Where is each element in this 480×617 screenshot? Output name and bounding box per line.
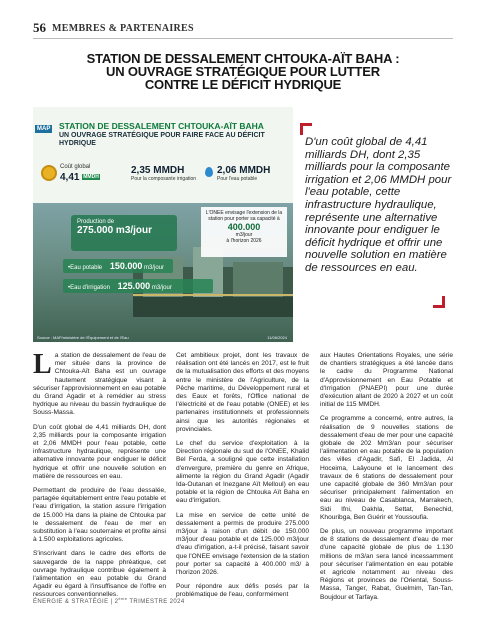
- infographic-subtitle: UN OUVRAGE STRATÉGIQUE POUR FAIRE FACE AU DÉFICIT HYDRIQUE: [59, 132, 265, 147]
- infographic-title: STATION DE DESSALEMENT CHTOUKA-AÏT BAHA: [59, 121, 264, 131]
- extension-value: 400.000: [227, 222, 261, 232]
- issue-number: 2: [114, 599, 119, 605]
- magazine-name: ÉNERGIE & STRATÉGIE: [33, 599, 109, 605]
- cost-value: [60, 172, 100, 183]
- paragraph: La station de dessalement de l'eau de mer située dans la province de Chtouka-Aït Baha est un ouvrage hautement stratégique visant à sécuriser l'approvisionnement en eau potable du Grand Agadir et à remédier au stress hydrique au niveau du bassin hydraulique de Souss-Massa.: [33, 349, 166, 417]
- quote-open-mark: [300, 123, 312, 135]
- potable-value: 150.000: [109, 261, 143, 271]
- title-line-2: UN OUVRAGE STRATÉGIQUE POUR LUTTER: [106, 64, 380, 79]
- paragraph: aux Hautes Orientations Royales, une série de chantiers stratégiques a été lancée dans le cadre du Programme National d'Approvisionnement en Eau Potable et d'Irrigation (PNAEPI) pour une durée d'exécution allant de 2020 à 2027 et un coût initial de 115 MMDH.: [320, 352, 453, 409]
- irrigation-line: [63, 279, 213, 293]
- paragraph: Ce programme a concerné, entre autres, la réalisation de 9 nouvelles stations de dessalement d'eau de mer pour une capacité globale de 202 Mm3/an pour sécuriser l'alimentation en eau potable de la population des villes d'Agadir, Safi, El Jadida, Al Hoceima, Laâyoune et le lancement des travaux de 6 stations de dessalement pour une capacité globale de 360 Mm3/an pour sécuriser principalement l'alimentation en eau au niveau de Casablanca, Marrakech, Sidi Ifni, Dakhla, Settat, Benechid, Khouribga, Ben Guérir et Youssoufia.: [320, 415, 453, 521]
- pull-quote: D'un coût global de 4,41 milliards DH, dont 2,35 milliards pour la composante irrigation et 2,06 MMDH pour l'eau potable, cette infrastructure hydraulique, représente une alternative innovante pour endiguer le déficit hydrique et offrir une nouvelle solution en matière de ressources en eau.: [305, 136, 452, 274]
- body-column-1: [33, 349, 166, 606]
- page-number: 56: [33, 20, 46, 35]
- article-title: [33, 52, 453, 91]
- paragraph: La mise en service de cette unité de dessalement a permis de produire 275.000 m3/jour à raison d'un débit de 150.000 m3/jour d'eau potable et de 125.000 m3/jour d'eau d'irrigation, a-t-il précisé, faisant savoir que l'ONEE envisage l'extension de la station pour porter sa capacité à 400.000 m3/ à l'horizon 2026.: [176, 511, 309, 577]
- potable-unit: m3/jour: [144, 265, 165, 271]
- infographic-date: 11/06/2024: [267, 335, 287, 340]
- quote-close-mark: [433, 296, 445, 308]
- body-column-3: [320, 352, 453, 608]
- water-drop-icon: [205, 167, 213, 177]
- paragraph: D'un coût global de 4,41 milliards DH, dont 2,35 milliards pour la composante irrigation et 2,06 MMDH pour l'eau potable, cette infrastructure hydraulique, représente une alternative innovante pour endiguer le déficit hydrique et offrir une nouvelle solution en matière de ressources en eau.: [33, 423, 166, 480]
- title-line-1: STATION DE DESSALEMENT CHTOUKA-AÏT BAHA :: [86, 51, 400, 66]
- extension-box: [201, 207, 287, 257]
- cost-label: Coût global: [60, 164, 91, 170]
- coin-icon: [41, 165, 57, 181]
- water-caption: Pour l'eau potable: [217, 176, 258, 182]
- irrigation-water-value: 125.000: [117, 281, 151, 291]
- cost-unit: MMDH: [83, 174, 99, 181]
- page-footer: [33, 596, 185, 605]
- irrigation-value: 2,35 MMDH: [131, 165, 185, 176]
- irrigation-water-unit: m3/jour: [151, 285, 172, 291]
- footer-separator: |: [110, 599, 113, 605]
- title-line-3: CONTRE LE DÉFICIT HYDRIQUE: [144, 77, 342, 92]
- potable-line: [63, 259, 173, 273]
- production-value: 275.000 m3/jour: [77, 225, 153, 236]
- body-column-2: [176, 352, 309, 606]
- water-value: 2,06 MMDH: [217, 165, 271, 176]
- paragraph: Cet ambitieux projet, dont les travaux de réalisation ont été lancés en 2017, est le fruit de la mutualisation des efforts et des moyens entre le ministère de l'Agriculture, de la Pêche maritime, du Développement rural et des Eaux et forêts, l'Office national de l'électricité et de l'eau potable (ONEE) et les partenaires institutionnels et professionnels ainsi que les autorités régionales et provinciales.: [176, 352, 309, 433]
- infographic: [33, 107, 293, 342]
- drop-cap: L: [33, 349, 52, 380]
- map-logo: MAP: [37, 126, 51, 132]
- section-name: MEMBRES & PARTENAIRES: [52, 22, 194, 34]
- paragraph: Permettant de produire de l'eau dessalée, partagée équitablement entre l'eau potable et l'eau d'irrigation, la station assure l'irrigation de 15.000 Ha dans la plaine de Chtouka par le dessalement de l'eau de mer en substitution à l'eau souterraine et profite ainsi à 1.500 exploitations agricoles.: [33, 487, 166, 544]
- potable-label: •Eau potable: [68, 265, 103, 271]
- irrigation-water-label: •Eau d'irrigation: [68, 285, 110, 291]
- irrigation-stat: [131, 165, 196, 182]
- extension-text: L'ONEE envisage l'extension de la station pour porter sa capacité à: [205, 210, 283, 222]
- paragraph: S'inscrivant dans le cadre des efforts de sauvegarde de la nappe phréatique, cet ouvrage hydraulique contribue également à l'alimentation en eau potable du Grand Agadir eu égard à l'insuffisance de l'offre en ressources conventionnelles.: [33, 550, 166, 599]
- water-stat: [217, 165, 270, 182]
- issue-suffix: ème: [118, 596, 128, 601]
- page-header: [33, 20, 453, 36]
- header-rule: [33, 38, 453, 39]
- extension-year: à l'horizon 2026: [226, 238, 262, 244]
- paragraph: Pour répondre aux défis posés par la problématique de l'eau, conformément: [176, 583, 309, 599]
- production-label: Production de: [77, 219, 115, 225]
- irrigation-caption: Pour la composante irrigation: [131, 176, 197, 182]
- cost-number: 4,41: [60, 172, 80, 183]
- issue-period: TRIMESTRE 2024: [127, 599, 185, 605]
- paragraph: De plus, un nouveau programme important de 8 stations de dessalement d'eau de mer d'une capacité globale de plus de 1.130 millions de m3/an sera lancé incessamment pour sécuriser l'alimentation en eau potable et agricole notamment au niveau des Régions et provinces de l'Oriental, Souss-Massa, Tanger, Rabat, Guelmim, Tan-Tan, Boujdour et Tarfaya.: [320, 528, 453, 601]
- extension-unit: m3/jour: [235, 232, 253, 238]
- paragraph: Le chef du service d'exploitation à la Direction régionale du sud de l'ONEE, Khalid Bel Ferda, a souligné que cette installation d'envergure, première du genre en Afrique, alimente la région du Grand Agadir (Agadir Ida-Outanan et Inezgane Aït Melloul) en eau potable et la région de Chtouka Aït Baha en eau d'irrigation.: [176, 440, 309, 505]
- production-box: [71, 215, 177, 251]
- infographic-source: Source : MAP/ministère de l'Équipement et de l'Eau: [37, 335, 129, 340]
